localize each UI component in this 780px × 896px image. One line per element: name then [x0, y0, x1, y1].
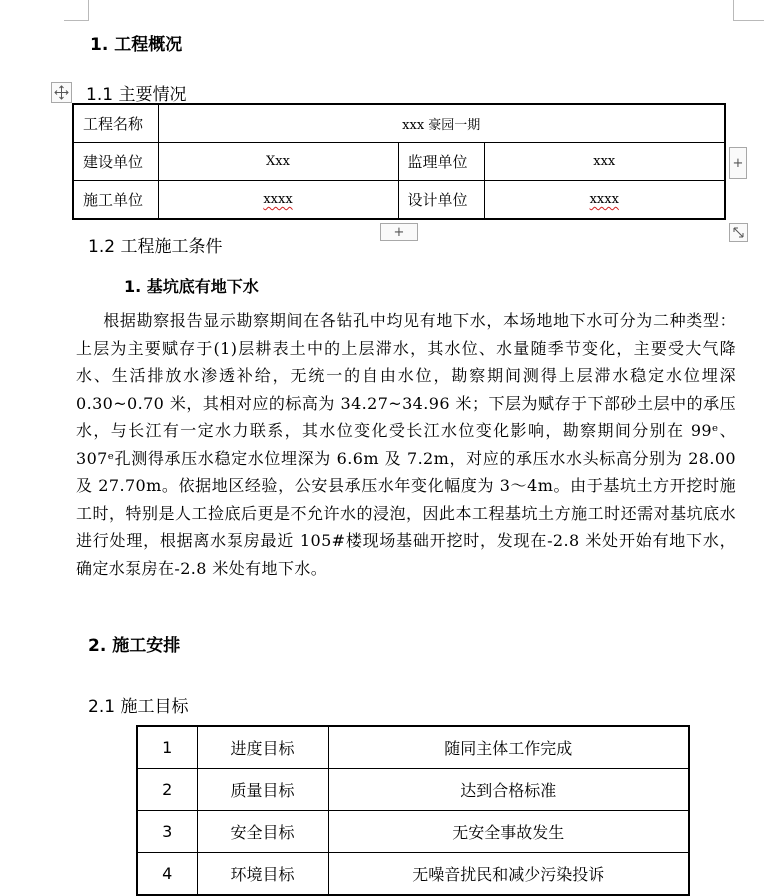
table-move-handle[interactable] [51, 82, 72, 103]
table-row [137, 853, 689, 896]
plus-icon: + [732, 155, 744, 171]
table-resize-handle[interactable] [729, 223, 748, 242]
resize-diagonal-icon [732, 226, 745, 239]
project-info-table [72, 103, 726, 220]
goal-name: 质量目标 [197, 769, 328, 811]
goal-number: 2 [137, 769, 197, 811]
goal-description: 达到合格标准 [328, 769, 689, 811]
goal-name: 环境目标 [197, 853, 328, 896]
section-heading-overview: 1. 工程概况 [90, 35, 183, 55]
goal-number: 1 [137, 726, 197, 769]
margin-corner-mark-left [64, 0, 89, 21]
project-name-label: 工程名称 [73, 104, 158, 143]
goal-description: 随同主体工作完成 [328, 726, 689, 769]
goal-description: 无安全事故发生 [328, 811, 689, 853]
table-row [137, 769, 689, 811]
goal-name: 安全目标 [197, 811, 328, 853]
table-row [137, 726, 689, 769]
subheading-groundwater: 1. 基坑底有地下水 [124, 277, 259, 296]
goal-number: 4 [137, 853, 197, 896]
add-row-button[interactable] [380, 223, 418, 241]
paragraph-groundwater-text: 根据勘察报告显示勘察期间在各钻孔中均见有地下水，本场地地下水可分为二种类型：上层为主要赋存于(1)层耕表土中的上层滞水，其水位、水量随季节变化，主要受大气降水、生活排放水渗透补给，无统一的自由水位，勘察期间测得上层滞水稳定水位埋深 0.30~0.70 米，其相对应的标高为 34.27~34.96 米；下层为赋存于下部砂土层中的承压水，与长江有一定水力联系，其水位变化受长江水位变化影响，勘察期间分别在 99ᵉ、307ᵉ孔测得承压水稳定水位埋深为 6.6m 及 7.2m，对应的承压水水头标高分别为 28.00 及 27.70m。依据地区经验，公安县承压水年变化幅度为 3～4m。由于基坑土方开挖时施工时，特别是人工捡底后更是不允许水的浸泡，因此本工程基坑土方施工时还需对基坑底水进行处理，根据离水泵房最近 105#楼现场基础开挖时，发现在-2.8 米处开始有地下水，确定水泵房在-2.8 米处有地下水。 [76, 311, 736, 578]
table-row [73, 143, 725, 181]
designer-value: xxxx [589, 192, 619, 207]
builder-value: Xxx [158, 143, 398, 181]
section-heading-arrangement: 2. 施工安排 [88, 636, 181, 656]
table-row [73, 181, 725, 220]
margin-corner-mark-right [733, 0, 764, 21]
constructor-value: xxxx [263, 192, 293, 207]
goal-description: 无噪音扰民和减少污染投诉 [328, 853, 689, 896]
goal-number: 3 [137, 811, 197, 853]
subheading-construction-conditions: 1.2 工程施工条件 [88, 237, 223, 257]
subheading-goals: 2.1 施工目标 [88, 697, 189, 717]
designer-label: 设计单位 [398, 181, 484, 220]
paragraph-groundwater [76, 307, 736, 582]
constructor-label: 施工单位 [73, 181, 158, 220]
table-row [73, 104, 725, 143]
subheading-main-info: 1.1 主要情况 [86, 85, 187, 105]
supervisor-value: xxx [484, 143, 725, 181]
builder-label: 建设单位 [73, 143, 158, 181]
supervisor-label: 监理单位 [398, 143, 484, 181]
goal-name: 进度目标 [197, 726, 328, 769]
plus-icon: + [393, 224, 405, 240]
move-handle-icon [54, 85, 69, 100]
table-row [137, 811, 689, 853]
add-column-button[interactable] [729, 147, 747, 179]
project-name-value: xxx 豪园一期 [158, 104, 725, 143]
goals-table [136, 725, 690, 896]
